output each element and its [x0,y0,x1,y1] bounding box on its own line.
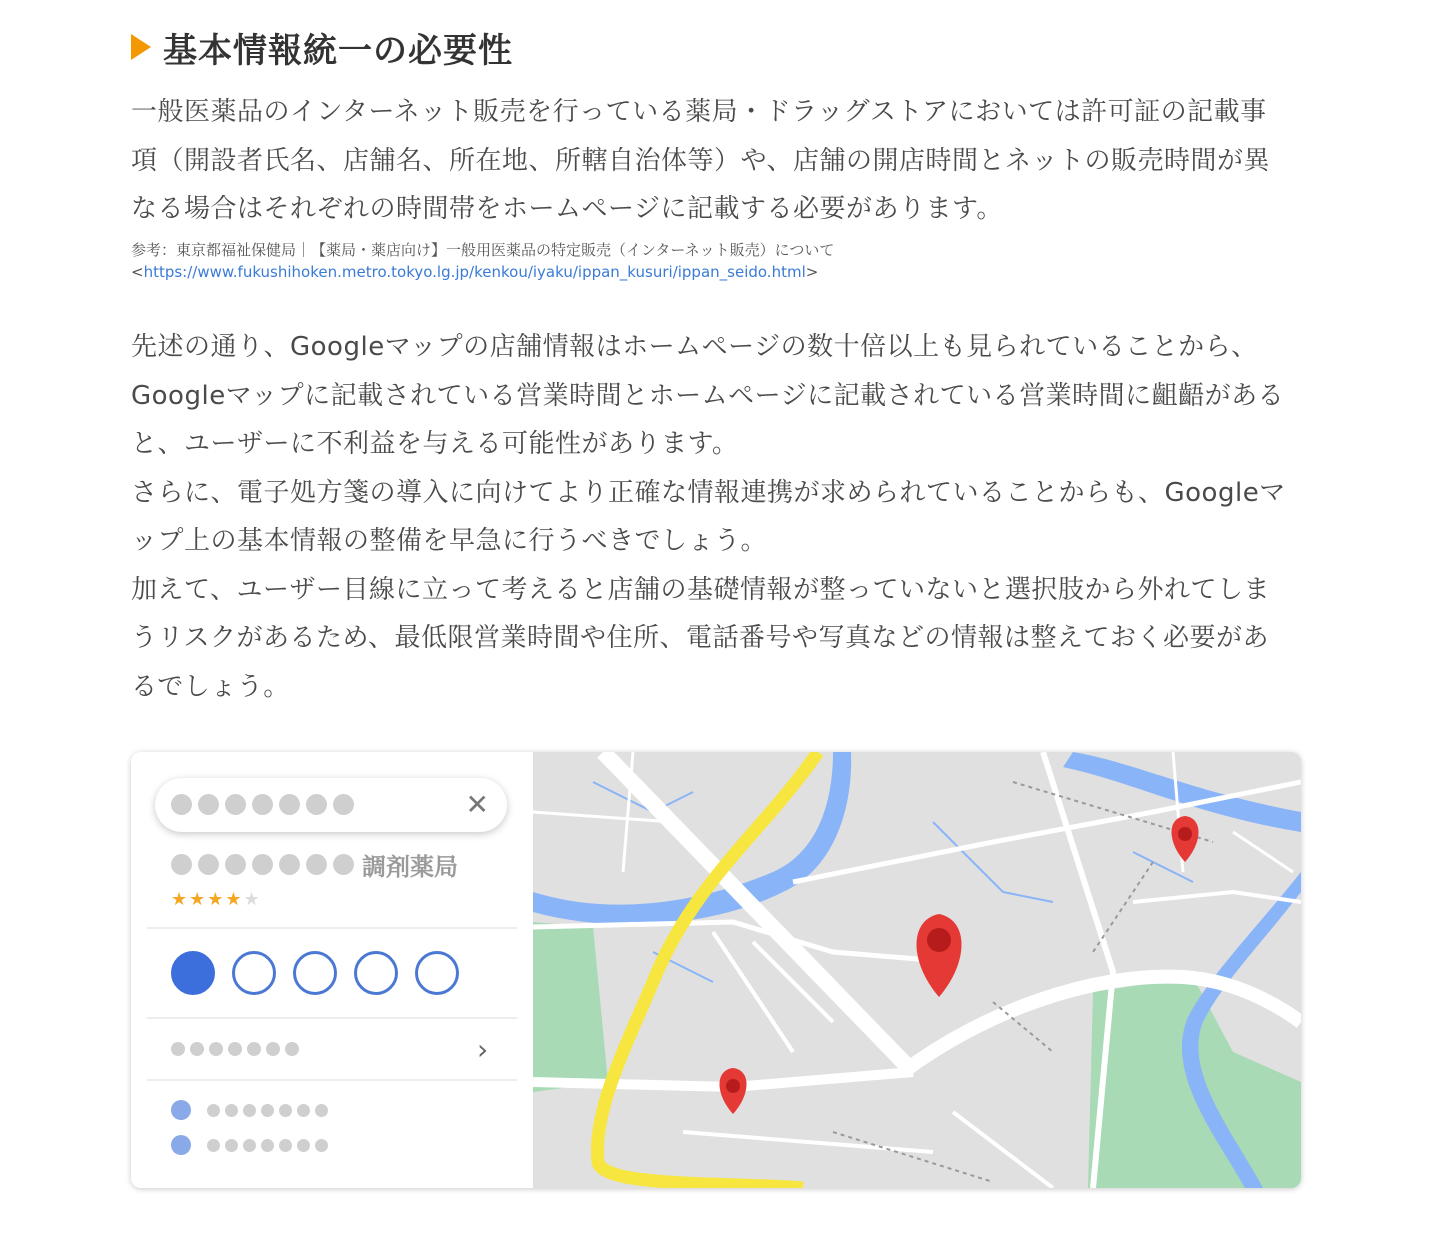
action-button[interactable] [354,951,398,995]
action-button[interactable] [415,951,459,995]
place-type-label: 調剤薬局 [362,852,458,881]
paragraph-2 [131,323,1303,711]
paragraph-2-line: さらに、電子処方箋の導入に向けてより正確な情報連携が求められていることからも、Googleマ [131,477,1286,508]
section-title: 基本情報統一の必要性 [163,30,513,71]
info-bullet-icon [171,1135,191,1155]
reference-note [131,239,834,283]
close-icon[interactable]: ✕ [465,788,489,821]
reference-text: 参考：東京都福祉保健局｜【薬局・薬店向け】一般用医薬品の特定販売（インターネット販売）について [131,241,835,259]
action-button[interactable] [232,951,276,995]
divider [147,1017,517,1019]
place-info-panel [131,752,533,1188]
section-heading [131,22,513,72]
heading-triangle-icon [131,34,151,60]
search-box[interactable] [155,778,507,832]
paragraph-2-line: Googleマップに記載されている営業時間とホームページに記載されている営業時間に齟齬がある [131,380,1285,411]
reference-bracket-close: > [805,263,819,281]
rating-stars [171,889,262,910]
paragraph-1-line: 項（開設者氏名、店舗名、所在地、所轄自治体等）や、店舗の開店時間とネットの販売時間が異 [131,145,1270,176]
star-empty-icon: ★ [243,889,262,910]
paragraph-2-line: ップ上の基本情報の整備を早急に行うべきでしょう。 [131,526,768,556]
star-icon: ★★★★ [171,889,244,910]
google-maps-illustration [131,752,1301,1188]
divider [147,927,517,929]
paragraph-2-line: 先述の通り、Googleマップの店舗情報はホームページの数十倍以上も見られていることから、 [131,332,1258,362]
info-row [171,1100,328,1120]
place-name [171,850,458,881]
paragraph-2-line: 加えて、ユーザー目線に立って考えると店舗の基礎情報が整っていないと選択肢から外れてしま [131,574,1270,605]
action-button-selected[interactable] [171,951,215,995]
map-graphic [533,752,1301,1188]
map-view[interactable] [533,752,1301,1188]
info-bullet-icon [171,1100,191,1120]
info-row [171,1135,328,1155]
paragraph-2-line: るでしょう。 [131,671,290,702]
action-button[interactable] [293,951,337,995]
detail-row-dots[interactable] [171,1042,299,1056]
search-placeholder-dots [171,794,354,815]
chevron-right-icon[interactable]: › [477,1033,489,1066]
place-name-dots [171,854,354,875]
divider [147,1079,517,1081]
reference-link[interactable]: https://www.fukushihoken.metro.tokyo.lg.jp/kenkou/iyaku/ippan_kusuri/ippan_seido.html [143,263,806,281]
paragraph-1 [131,88,1303,234]
paragraph-2-line: うリスクがあるため、最低限営業時間や住所、電話番号や写真などの情報は整えておく必要があ [131,623,1269,653]
reference-bracket-open: < [131,263,144,281]
paragraph-2-line: と、ユーザーに不利益を与える可能性があります。 [131,429,739,459]
action-buttons [171,951,476,995]
paragraph-1-line: なる場合はそれぞれの時間帯をホームページに記載する必要があります。 [131,194,1003,224]
paragraph-1-line: 一般医薬品のインターネット販売を行っている薬局・ドラッグストアにおいては許可証の記載事 [131,97,1267,127]
